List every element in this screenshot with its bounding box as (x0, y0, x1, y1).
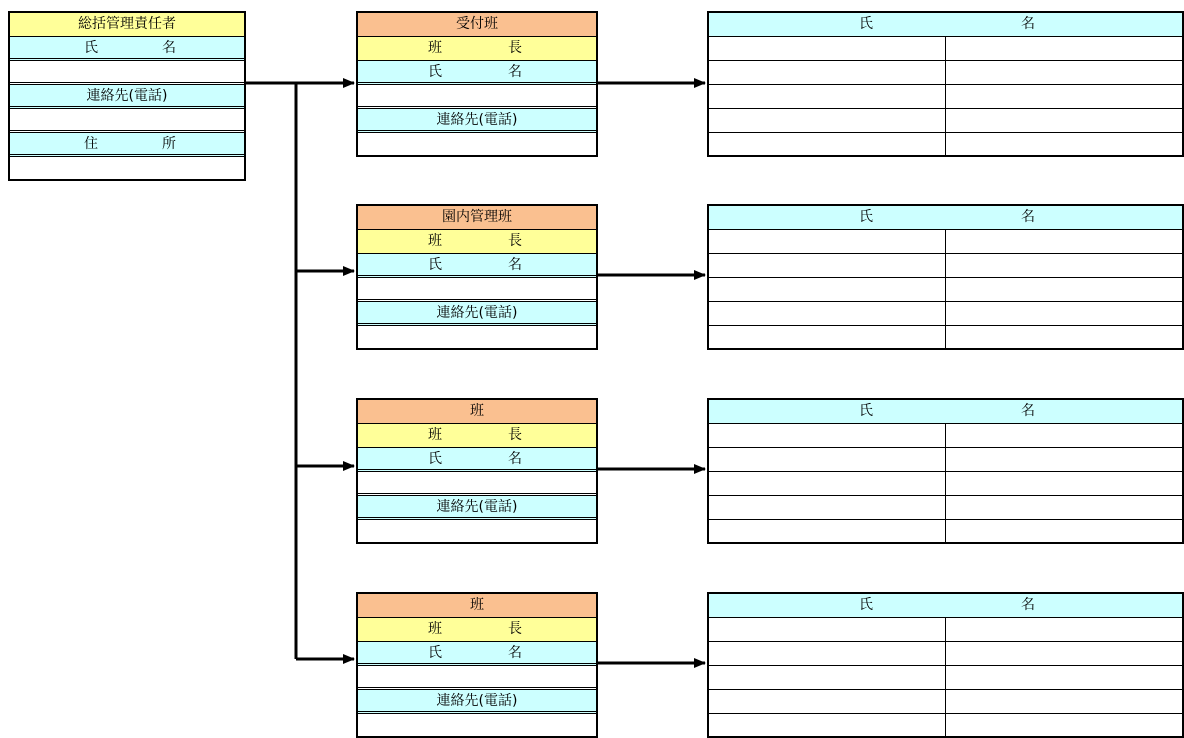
member-header-label-1: 氏 (859, 16, 873, 32)
member-cell[interactable] (709, 278, 946, 301)
team-name-field[interactable] (358, 278, 596, 302)
member-cell[interactable] (709, 448, 946, 471)
team-leader-label-row (358, 37, 596, 61)
team-contact-field[interactable] (358, 520, 596, 544)
member-table-row (709, 326, 1182, 350)
member-cell[interactable] (946, 302, 1182, 325)
member-cell[interactable] (709, 618, 946, 641)
team-name-label-1: 氏 (428, 451, 442, 467)
member-cell[interactable] (709, 714, 946, 738)
member-table-row (709, 448, 1182, 472)
manager-box (8, 11, 246, 181)
member-cell[interactable] (709, 133, 946, 157)
member-cell[interactable] (709, 496, 946, 519)
team-contact-label: 連絡先(電話) (436, 305, 518, 321)
member-table-row (709, 254, 1182, 278)
team-box (356, 11, 598, 157)
team-name-label-1: 氏 (428, 64, 442, 80)
manager-name-label-row (10, 37, 244, 61)
member-table-header (709, 400, 1182, 424)
member-header-label-2: 名 (1021, 403, 1035, 419)
team-contact-field[interactable] (358, 714, 596, 738)
team-title-row (358, 594, 596, 618)
team-leader-label-row (358, 424, 596, 448)
team-leader-label-2: 長 (508, 427, 522, 443)
team-box (356, 592, 598, 738)
team-leader-label-2: 長 (508, 40, 522, 56)
team-contact-field[interactable] (358, 326, 596, 350)
member-table (707, 398, 1184, 544)
team-box (356, 204, 598, 350)
member-cell[interactable] (946, 109, 1182, 132)
team-name-label-1: 氏 (428, 257, 442, 273)
manager-contact-label-row (10, 85, 244, 109)
manager-contact-label: 連絡先(電話) (86, 88, 168, 104)
member-cell[interactable] (946, 618, 1182, 641)
team-contact-label-row (358, 302, 596, 326)
member-table-row (709, 278, 1182, 302)
member-cell[interactable] (946, 278, 1182, 301)
member-cell[interactable] (709, 666, 946, 689)
team-contact-label: 連絡先(電話) (436, 112, 518, 128)
member-table-row (709, 666, 1182, 690)
member-table-row (709, 496, 1182, 520)
team-contact-label-row (358, 690, 596, 714)
member-cell[interactable] (946, 85, 1182, 108)
team-name-field[interactable] (358, 85, 596, 109)
team-name-label-2: 名 (508, 451, 522, 467)
member-cell[interactable] (709, 85, 946, 108)
team-title-row (358, 400, 596, 424)
member-table-row (709, 424, 1182, 448)
team-leader-label-1: 班 (428, 427, 442, 443)
member-header-label-1: 氏 (859, 403, 873, 419)
member-cell[interactable] (946, 642, 1182, 665)
member-cell[interactable] (946, 61, 1182, 84)
member-cell[interactable] (709, 326, 946, 350)
member-table-row (709, 472, 1182, 496)
member-cell[interactable] (709, 37, 946, 60)
member-cell[interactable] (709, 520, 946, 544)
manager-address-label-2: 所 (162, 136, 176, 152)
member-cell[interactable] (709, 230, 946, 253)
member-table-header (709, 594, 1182, 618)
member-table-row (709, 302, 1182, 326)
member-table-row (709, 714, 1182, 738)
member-cell[interactable] (946, 424, 1182, 447)
team-name-label-2: 名 (508, 645, 522, 661)
member-cell[interactable] (709, 642, 946, 665)
manager-address-label-1: 住 (84, 136, 98, 152)
team-title: 園内管理班 (442, 209, 512, 225)
member-table-row (709, 230, 1182, 254)
team-contact-label-row (358, 496, 596, 520)
member-table-row (709, 642, 1182, 666)
team-name-field[interactable] (358, 472, 596, 496)
member-table-row (709, 61, 1182, 85)
member-table-row (709, 109, 1182, 133)
member-cell[interactable] (946, 37, 1182, 60)
member-cell[interactable] (709, 254, 946, 277)
member-header-label-2: 名 (1021, 597, 1035, 613)
team-title: 受付班 (456, 16, 498, 32)
team-leader-label-1: 班 (428, 233, 442, 249)
manager-address-field[interactable] (10, 157, 244, 181)
member-table-row (709, 85, 1182, 109)
member-table-row (709, 37, 1182, 61)
member-table-row (709, 133, 1182, 157)
member-cell[interactable] (946, 496, 1182, 519)
member-cell[interactable] (946, 472, 1182, 495)
team-title-row (358, 206, 596, 230)
member-table-row (709, 520, 1182, 544)
member-cell[interactable] (709, 424, 946, 447)
member-header-label-2: 名 (1021, 16, 1035, 32)
member-cell[interactable] (946, 690, 1182, 713)
team-name-label-row (358, 254, 596, 278)
member-header-label-2: 名 (1021, 209, 1035, 225)
member-cell[interactable] (946, 254, 1182, 277)
member-cell[interactable] (946, 326, 1182, 350)
team-leader-label-1: 班 (428, 40, 442, 56)
member-table-header (709, 206, 1182, 230)
team-leader-label-row (358, 230, 596, 254)
member-cell[interactable] (946, 230, 1182, 253)
team-contact-label: 連絡先(電話) (436, 499, 518, 515)
manager-name-label-2: 名 (162, 40, 176, 56)
manager-name-field[interactable] (10, 61, 244, 85)
member-header-label-1: 氏 (859, 597, 873, 613)
manager-title: 総括管理責任者 (78, 16, 176, 32)
manager-contact-field[interactable] (10, 109, 244, 133)
team-name-label-row (358, 61, 596, 85)
team-title: 班 (470, 403, 484, 419)
member-table-row (709, 690, 1182, 714)
member-header-label-1: 氏 (859, 209, 873, 225)
member-cell[interactable] (709, 690, 946, 713)
team-leader-label-row (358, 618, 596, 642)
team-leader-label-1: 班 (428, 621, 442, 637)
team-name-field[interactable] (358, 666, 596, 690)
member-cell[interactable] (709, 61, 946, 84)
member-cell[interactable] (946, 714, 1182, 738)
manager-address-label-row (10, 133, 244, 157)
member-cell[interactable] (709, 109, 946, 132)
member-table (707, 11, 1184, 157)
member-cell[interactable] (946, 133, 1182, 157)
team-leader-label-2: 長 (508, 233, 522, 249)
member-table-header (709, 13, 1182, 37)
team-contact-label-row (358, 109, 596, 133)
member-cell[interactable] (946, 666, 1182, 689)
member-table-row (709, 618, 1182, 642)
member-cell[interactable] (709, 302, 946, 325)
member-table (707, 204, 1184, 350)
team-name-label-2: 名 (508, 257, 522, 273)
manager-title-row (10, 13, 244, 37)
manager-name-label-1: 氏 (84, 40, 98, 56)
team-title-row (358, 13, 596, 37)
member-cell[interactable] (946, 448, 1182, 471)
team-contact-field[interactable] (358, 133, 596, 157)
team-name-label-row (358, 642, 596, 666)
member-cell[interactable] (709, 472, 946, 495)
team-contact-label: 連絡先(電話) (436, 693, 518, 709)
member-cell[interactable] (946, 520, 1182, 544)
team-name-label-1: 氏 (428, 645, 442, 661)
team-name-label-row (358, 448, 596, 472)
team-leader-label-2: 長 (508, 621, 522, 637)
team-name-label-2: 名 (508, 64, 522, 80)
team-box (356, 398, 598, 544)
team-title: 班 (470, 597, 484, 613)
member-table (707, 592, 1184, 738)
